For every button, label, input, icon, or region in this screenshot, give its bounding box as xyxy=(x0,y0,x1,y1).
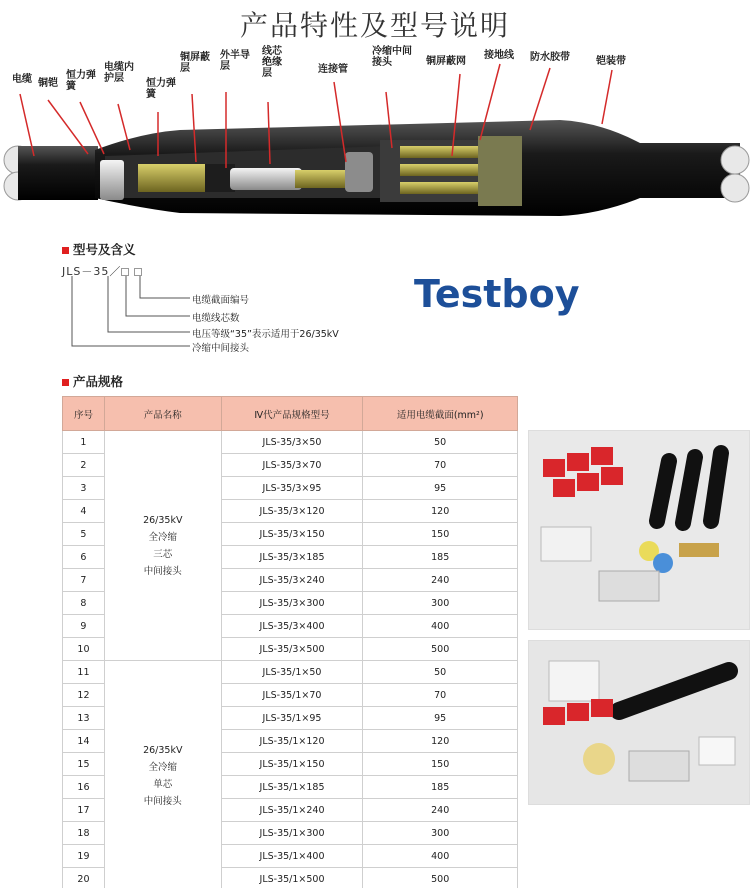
bullet-square xyxy=(62,379,69,386)
bullet-square xyxy=(62,247,69,254)
product-name-line: 单芯 xyxy=(153,778,173,790)
product-name-line: 中间接头 xyxy=(143,565,182,577)
cell-product-name xyxy=(104,661,221,888)
cell-model: JLS-35/3×300 xyxy=(221,592,363,615)
model-code-text: JLS－35／ xyxy=(62,265,122,278)
cell-index: 11 xyxy=(63,661,105,684)
cell-model: JLS-35/3×120 xyxy=(221,500,363,523)
cell-cross-section: 120 xyxy=(363,500,518,523)
label-connector-tube: 连接管 xyxy=(318,64,348,75)
cell-model: JLS-35/3×95 xyxy=(221,477,363,500)
cell-index: 12 xyxy=(63,684,105,707)
section-model-meaning xyxy=(62,240,136,258)
label-copper-mesh: 铜屏蔽网 xyxy=(426,56,466,67)
cell-cross-section: 400 xyxy=(363,615,518,638)
header-cross-section: 适用电缆截面(mm²) xyxy=(363,397,518,431)
cell-model: JLS-35/3×400 xyxy=(221,615,363,638)
cell-cross-section: 95 xyxy=(363,707,518,730)
meaning-voltage: 电压等级“35”表示适用于26/35kV xyxy=(192,329,339,340)
product-name-line: 中间接头 xyxy=(143,795,182,807)
placeholder-box xyxy=(134,268,142,276)
header-product-name: 产品名称 xyxy=(104,397,221,431)
cell-cross-section: 95 xyxy=(363,477,518,500)
cell-model: JLS-35/1×50 xyxy=(221,661,363,684)
cell-cross-section: 300 xyxy=(363,592,518,615)
cell-product-name xyxy=(104,431,221,661)
cell-cross-section: 185 xyxy=(363,776,518,799)
meaning-core-count: 电缆线芯数 xyxy=(192,313,240,324)
product-kit-image xyxy=(529,431,750,630)
product-photo-three-core xyxy=(528,430,750,630)
cell-index: 14 xyxy=(63,730,105,753)
cell-index: 17 xyxy=(63,799,105,822)
cell-cross-section: 240 xyxy=(363,569,518,592)
cell-model: JLS-35/1×500 xyxy=(221,868,363,888)
table-header-row xyxy=(63,397,518,431)
product-name-line: 26/35kV xyxy=(143,744,183,756)
cell-index: 15 xyxy=(63,753,105,776)
cell-model: JLS-35/1×300 xyxy=(221,822,363,845)
label-armor-tape: 铠装带 xyxy=(596,56,626,67)
product-name-line: 26/35kV xyxy=(143,514,183,526)
cell-index: 19 xyxy=(63,845,105,868)
cell-cross-section: 70 xyxy=(363,454,518,477)
cell-index: 20 xyxy=(63,868,105,888)
cell-cross-section: 240 xyxy=(363,799,518,822)
cell-cross-section: 120 xyxy=(363,730,518,753)
cell-model: JLS-35/1×400 xyxy=(221,845,363,868)
product-name-line: 全冷缩 xyxy=(148,761,178,773)
meaning-section-number: 电缆截面编号 xyxy=(192,295,250,306)
section-spec-title: 产品规格 xyxy=(73,374,124,389)
label-ground-wire: 接地线 xyxy=(484,50,514,61)
cell-model: JLS-35/1×185 xyxy=(221,776,363,799)
label-copper-shield: 铜屏蔽层 xyxy=(180,52,210,74)
cell-index: 7 xyxy=(63,569,105,592)
cell-model: JLS-35/1×95 xyxy=(221,707,363,730)
cell-cross-section: 150 xyxy=(363,753,518,776)
label-inner-sheath: 电缆内护层 xyxy=(104,62,134,84)
product-kit-image xyxy=(529,641,750,805)
product-name-line: 全冷缩 xyxy=(148,531,178,543)
cell-index: 18 xyxy=(63,822,105,845)
table-row xyxy=(63,431,518,454)
cell-index: 9 xyxy=(63,615,105,638)
page-title: 产品特性及型号说明 xyxy=(239,9,510,42)
cell-cross-section: 500 xyxy=(363,638,518,661)
section-model-meaning-title: 型号及含义 xyxy=(73,242,136,257)
cell-model: JLS-35/1×120 xyxy=(221,730,363,753)
label-waterproof-tape: 防水胶带 xyxy=(530,52,570,63)
cell-index: 16 xyxy=(63,776,105,799)
cell-model: JLS-35/1×150 xyxy=(221,753,363,776)
label-spring-1: 恒力弹簧 xyxy=(66,70,96,92)
cell-model: JLS-35/3×70 xyxy=(221,454,363,477)
cell-model: JLS-35/1×70 xyxy=(221,684,363,707)
cell-model: JLS-35/1×240 xyxy=(221,799,363,822)
product-photo-single-core xyxy=(528,640,750,805)
cell-model: JLS-35/3×240 xyxy=(221,569,363,592)
cell-cross-section: 70 xyxy=(363,684,518,707)
label-cable: 电缆 xyxy=(12,74,32,85)
model-bracket-lines xyxy=(62,276,192,350)
cell-cross-section: 300 xyxy=(363,822,518,845)
cell-cross-section: 50 xyxy=(363,431,518,454)
cell-cross-section: 400 xyxy=(363,845,518,868)
cell-index: 3 xyxy=(63,477,105,500)
label-copper-armor: 铜铠 xyxy=(38,78,58,89)
placeholder-box xyxy=(121,268,129,276)
section-spec xyxy=(62,372,123,390)
cable-illustration xyxy=(0,38,750,218)
cell-cross-section: 50 xyxy=(363,661,518,684)
meaning-joint-type: 冷缩中间接头 xyxy=(192,343,250,354)
cell-index: 5 xyxy=(63,523,105,546)
cell-index: 6 xyxy=(63,546,105,569)
cell-index: 10 xyxy=(63,638,105,661)
product-name-line: 三芯 xyxy=(153,548,173,560)
cell-index: 2 xyxy=(63,454,105,477)
cell-index: 1 xyxy=(63,431,105,454)
cell-index: 8 xyxy=(63,592,105,615)
label-spring-2: 恒力弹簧 xyxy=(146,78,176,100)
label-cold-shrink-joint: 冷缩中间接头 xyxy=(372,46,412,68)
cell-index: 4 xyxy=(63,500,105,523)
table-row xyxy=(63,661,518,684)
cell-cross-section: 500 xyxy=(363,868,518,888)
cell-index: 13 xyxy=(63,707,105,730)
cell-cross-section: 185 xyxy=(363,546,518,569)
cell-cross-section: 150 xyxy=(363,523,518,546)
header-index: 序号 xyxy=(63,397,105,431)
header-model: Ⅳ代产品规格型号 xyxy=(221,397,363,431)
cell-model: JLS-35/3×150 xyxy=(221,523,363,546)
spec-table xyxy=(62,396,518,888)
cell-model: JLS-35/3×185 xyxy=(221,546,363,569)
brand-logo: Testboy xyxy=(414,272,580,316)
label-core-insulation: 线芯绝缘层 xyxy=(262,46,282,79)
cell-model: JLS-35/3×50 xyxy=(221,431,363,454)
cell-model: JLS-35/3×500 xyxy=(221,638,363,661)
label-semiconductor: 外半导层 xyxy=(220,50,250,72)
